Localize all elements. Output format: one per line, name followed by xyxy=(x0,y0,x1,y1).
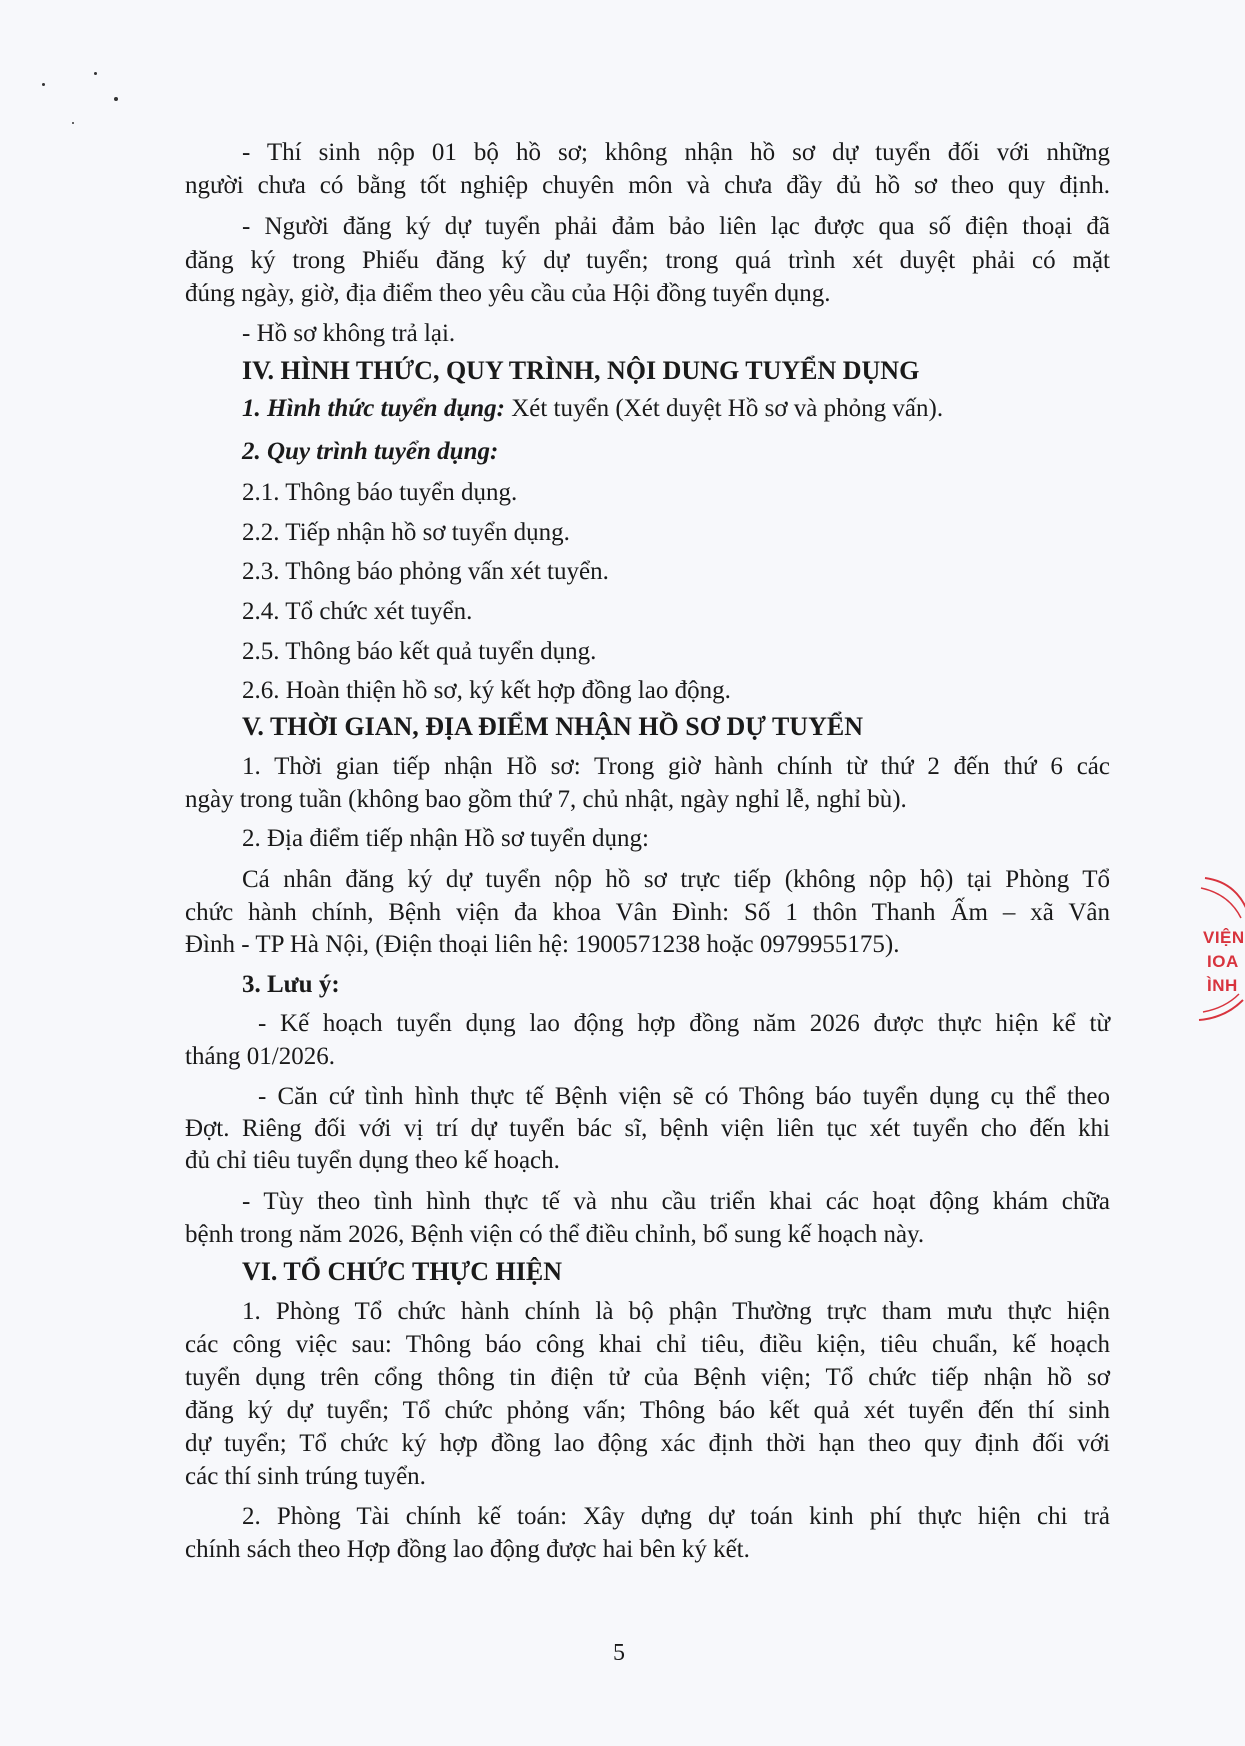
note-line: tháng 01/2026. xyxy=(185,1043,335,1070)
scan-speck xyxy=(114,97,118,101)
paragraph-line: Đình - TP Hà Nội, (Điện thoại liên hệ: 1900571238 hoặc 0979955175). xyxy=(185,931,900,958)
paragraph-line: Cá nhân đăng ký dự tuyển nộp hồ sơ trực tiếp (không nộp hộ) tại Phòng Tổ xyxy=(242,866,1110,893)
scan-speck xyxy=(94,72,97,75)
recruitment-form-text: Xét tuyển (Xét duyệt Hồ sơ và phỏng vấn). xyxy=(504,395,944,422)
paragraph-line: dự tuyển; Tổ chức ký hợp đồng lao động xác định thời hạn theo quy định đối với xyxy=(185,1430,1110,1457)
paragraph-line: các thí sinh trúng tuyển. xyxy=(185,1463,426,1490)
note-line: Đợt. Riêng đối với vị trí dự tuyển bác sĩ, bệnh viện liên tục xét tuyển cho đến khi xyxy=(185,1115,1110,1142)
note-line: bệnh trong năm 2026, Bệnh viện có thể điều chỉnh, bổ sung kế hoạch này. xyxy=(185,1221,925,1248)
paragraph-line: đăng ký trong Phiếu đăng ký dự tuyển; trong quá trình xét duyệt phải có mặt xyxy=(185,247,1110,274)
process-step: 2.3. Thông báo phỏng vấn xét tuyển. xyxy=(242,558,609,585)
stamp-text: ÌNH xyxy=(1207,976,1238,995)
section-heading-vi: VI. TỔ CHỨC THỰC HIỆN xyxy=(242,1257,562,1286)
paragraph-line: 1. Phòng Tổ chức hành chính là bộ phận Thường trực tham mưu thực hiện xyxy=(242,1298,1110,1325)
section-heading-v: V. THỜI GIAN, ĐỊA ĐIỂM NHẬN HỒ SƠ DỰ TUYỂN xyxy=(242,712,863,741)
process-step: 2.1. Thông báo tuyển dụng. xyxy=(242,479,518,506)
red-seal-stamp xyxy=(1195,870,1245,1030)
paragraph-line: tuyển dụng trên cổng thông tin điện tử của Bệnh viện; Tổ chức tiếp nhận hồ sơ xyxy=(185,1364,1110,1391)
paragraph-line: đăng ký dự tuyển; Tổ chức phỏng vấn; Thông báo kết quả xét tuyển đến thí sinh xyxy=(185,1397,1110,1424)
page-number: 5 xyxy=(613,1640,625,1666)
seal-arc-icon xyxy=(1195,870,1238,1030)
paragraph-line: - Người đăng ký dự tuyển phải đảm bảo liên lạc được qua số điện thoại đã xyxy=(242,213,1110,240)
stamp-text: VIỆN xyxy=(1203,928,1245,947)
paragraph-line: chức hành chính, Bệnh viện đa khoa Vân Đình: Số 1 thôn Thanh Ấm – xã Vân xyxy=(185,899,1110,926)
paragraph-line: 2. Phòng Tài chính kế toán: Xây dựng dự toán kinh phí thực hiện chi trả xyxy=(242,1503,1110,1530)
paragraph-line: chính sách theo Hợp đồng lao động được hai bên ký kết. xyxy=(185,1536,750,1563)
paragraph-line: các công việc sau: Thông báo công khai chỉ tiêu, điều kiện, tiêu chuẩn, kế hoạch xyxy=(185,1331,1110,1358)
paragraph-line: - Thí sinh nộp 01 bộ hồ sơ; không nhận hồ sơ dự tuyển đối với những xyxy=(242,139,1110,166)
recruitment-form-line xyxy=(242,394,943,424)
section-heading-iv: IV. HÌNH THỨC, QUY TRÌNH, NỘI DUNG TUYỂN DỤNG xyxy=(242,356,920,385)
paragraph-line: người chưa có bằng tốt nghiệp chuyên môn và chưa đầy đủ hồ sơ theo quy định. xyxy=(185,172,1110,199)
note-line: - Căn cứ tình hình thực tế Bệnh viện sẽ có Thông báo tuyển dụng cụ thể theo xyxy=(258,1083,1110,1110)
process-step: 2.4. Tổ chức xét tuyển. xyxy=(242,598,473,625)
paragraph-line: - Hồ sơ không trả lại. xyxy=(242,320,456,347)
paragraph-line: 2. Địa điểm tiếp nhận Hồ sơ tuyển dụng: xyxy=(242,825,649,852)
process-step: 2.6. Hoàn thiện hồ sơ, ký kết hợp đồng lao động. xyxy=(242,677,731,704)
recruitment-form-label: 1. Hình thức tuyển dụng: xyxy=(242,395,505,422)
stamp-text: IOA xyxy=(1207,952,1239,971)
scan-speck xyxy=(72,122,74,124)
note-line: - Kế hoạch tuyển dụng lao động hợp đồng năm 2026 được thực hiện kể từ xyxy=(258,1010,1110,1037)
process-step: 2.2. Tiếp nhận hồ sơ tuyển dụng. xyxy=(242,519,570,546)
paragraph-line: đúng ngày, giờ, địa điểm theo yêu cầu của Hội đồng tuyển dụng. xyxy=(185,280,831,307)
paragraph-line: 1. Thời gian tiếp nhận Hồ sơ: Trong giờ hành chính từ thứ 2 đến thứ 6 các xyxy=(242,753,1110,780)
recruitment-process-label: 2. Quy trình tuyển dụng: xyxy=(242,438,499,465)
note-line: đủ chỉ tiêu tuyển dụng theo kế hoạch. xyxy=(185,1147,560,1174)
paragraph-line: ngày trong tuần (không bao gồm thứ 7, chủ nhật, ngày nghỉ lễ, nghỉ bù). xyxy=(185,786,907,813)
scan-speck xyxy=(42,83,45,86)
note-line: - Tùy theo tình hình thực tế và nhu cầu triển khai các hoạt động khám chữa xyxy=(242,1188,1110,1215)
note-heading: 3. Lưu ý: xyxy=(242,971,340,998)
process-step: 2.5. Thông báo kết quả tuyển dụng. xyxy=(242,638,597,665)
